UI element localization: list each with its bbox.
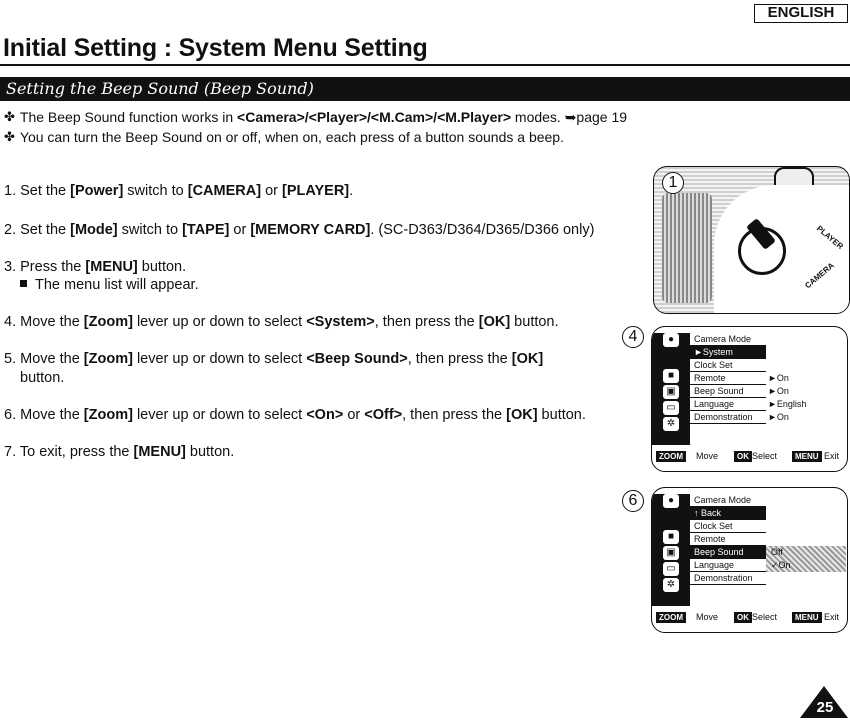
page-number: 25 bbox=[816, 699, 834, 716]
figure-number-6: 6 bbox=[622, 490, 644, 512]
menu-item[interactable]: Language bbox=[690, 559, 766, 572]
step-6: 6. Move the [Zoom] lever up or down to select <On> or <Off>, then press the [OK] button. bbox=[4, 407, 586, 423]
menu-item[interactable]: Remote bbox=[690, 533, 766, 546]
menu-value: ►On bbox=[768, 412, 789, 422]
menu-value: ►English bbox=[768, 399, 807, 409]
settings-gear-icon: ✲ bbox=[663, 417, 679, 431]
menu-item[interactable]: ►System bbox=[690, 346, 766, 359]
menu-value bbox=[768, 333, 848, 346]
figure-number-4: 4 bbox=[622, 326, 644, 348]
zoom-key-icon: ZOOM bbox=[656, 451, 686, 462]
select-hint: Select bbox=[752, 451, 778, 461]
menu-item[interactable]: Beep Sound bbox=[690, 385, 766, 398]
clover-icon: ✤ bbox=[4, 129, 15, 144]
select-hint: Select bbox=[752, 612, 778, 622]
page-title: Initial Setting : System Menu Setting bbox=[3, 34, 428, 62]
system-menu-screen bbox=[651, 326, 848, 472]
move-hint: Move bbox=[696, 451, 719, 461]
exit-hint: Exit bbox=[824, 612, 840, 622]
square-bullet-icon bbox=[20, 280, 27, 287]
step-5-continued: button. bbox=[20, 370, 65, 386]
menu-item-list bbox=[690, 333, 766, 424]
camera-icon: ■ bbox=[663, 369, 679, 383]
player-label: PLAYER bbox=[814, 223, 845, 252]
clover-icon: ✤ bbox=[4, 109, 15, 124]
step-1: 1. Set the [Power] switch to [CAMERA] or [PLAYER]. bbox=[4, 183, 354, 199]
exit-hint: Exit bbox=[824, 451, 840, 461]
camera-mode-icon: ● bbox=[663, 333, 679, 347]
figure-number-1: 1 bbox=[662, 172, 684, 194]
menu-item-list bbox=[690, 494, 766, 585]
option-on[interactable]: ✓On bbox=[771, 560, 791, 570]
menu-footer bbox=[652, 610, 848, 626]
menu-value bbox=[768, 346, 848, 359]
option-off[interactable]: Off bbox=[771, 547, 783, 557]
menu-item[interactable]: Demonstration bbox=[690, 572, 766, 585]
title-divider bbox=[0, 64, 850, 66]
menu-footer bbox=[652, 449, 848, 465]
step-2: 2. Set the [Mode] switch to [TAPE] or [MEMORY CARD]. (SC-D363/D364/D365/D366 only) bbox=[4, 222, 595, 238]
camera-label: CAMERA bbox=[803, 260, 836, 291]
display-icon: ▭ bbox=[663, 401, 679, 415]
menu-item[interactable]: Camera Mode bbox=[690, 494, 766, 507]
menu-value: ►On bbox=[768, 386, 789, 396]
menu-item[interactable]: Clock Set bbox=[690, 520, 766, 533]
menu-item[interactable]: Language bbox=[690, 398, 766, 411]
step-3: 3. Press the [MENU] button. bbox=[4, 259, 187, 275]
menu-item-beep-sound[interactable]: Beep Sound bbox=[690, 546, 766, 559]
camera-mode-icon: ● bbox=[663, 494, 679, 508]
display-icon: ▭ bbox=[663, 562, 679, 576]
menu-icon-column bbox=[652, 333, 690, 445]
menu-key-icon: MENU bbox=[792, 451, 822, 462]
section-title: Setting the Beep Sound (Beep Sound) bbox=[0, 77, 850, 101]
menu-key-icon: MENU bbox=[792, 612, 822, 623]
step-7: 7. To exit, press the [MENU] button. bbox=[4, 444, 235, 460]
grille-graphic bbox=[662, 193, 712, 303]
settings-gear-icon: ✲ bbox=[663, 578, 679, 592]
bullet-list bbox=[4, 107, 627, 147]
step-3-note: The menu list will appear. bbox=[20, 275, 199, 295]
ok-key-icon: OK bbox=[734, 451, 752, 462]
move-hint: Move bbox=[696, 612, 719, 622]
bullet-item: ✤ You can turn the Beep Sound on or off, when on, each press of a button sounds a beep. bbox=[4, 129, 564, 145]
beep-option-list bbox=[768, 546, 848, 572]
camera-icon: ■ bbox=[663, 530, 679, 544]
bullet-item: ✤ The Beep Sound function works in <Camera>/<Player>/<M.Cam>/<M.Player> modes. ➥page 19 bbox=[4, 109, 628, 125]
tape-icon: ▣ bbox=[663, 385, 679, 399]
menu-item[interactable]: Remote bbox=[690, 372, 766, 385]
ok-key-icon: OK bbox=[734, 612, 752, 623]
menu-item-back[interactable]: ↑ Back bbox=[690, 507, 766, 520]
step-5: 5. Move the [Zoom] lever up or down to select <Beep Sound>, then press the [OK] bbox=[4, 351, 544, 367]
menu-value bbox=[768, 359, 848, 372]
menu-value-list bbox=[768, 333, 848, 424]
zoom-key-icon: ZOOM bbox=[656, 612, 686, 623]
menu-item[interactable]: Clock Set bbox=[690, 359, 766, 372]
tape-icon: ▣ bbox=[663, 546, 679, 560]
language-badge: ENGLISH bbox=[754, 4, 848, 23]
step-4: 4. Move the [Zoom] lever up or down to select <System>, then press the [OK] button. bbox=[4, 314, 559, 330]
beep-sound-menu-screen bbox=[651, 487, 848, 633]
menu-value: ►On bbox=[768, 373, 789, 383]
menu-icon-column bbox=[652, 494, 690, 606]
menu-item[interactable]: Camera Mode bbox=[690, 333, 766, 346]
menu-item[interactable]: Demonstration bbox=[690, 411, 766, 424]
